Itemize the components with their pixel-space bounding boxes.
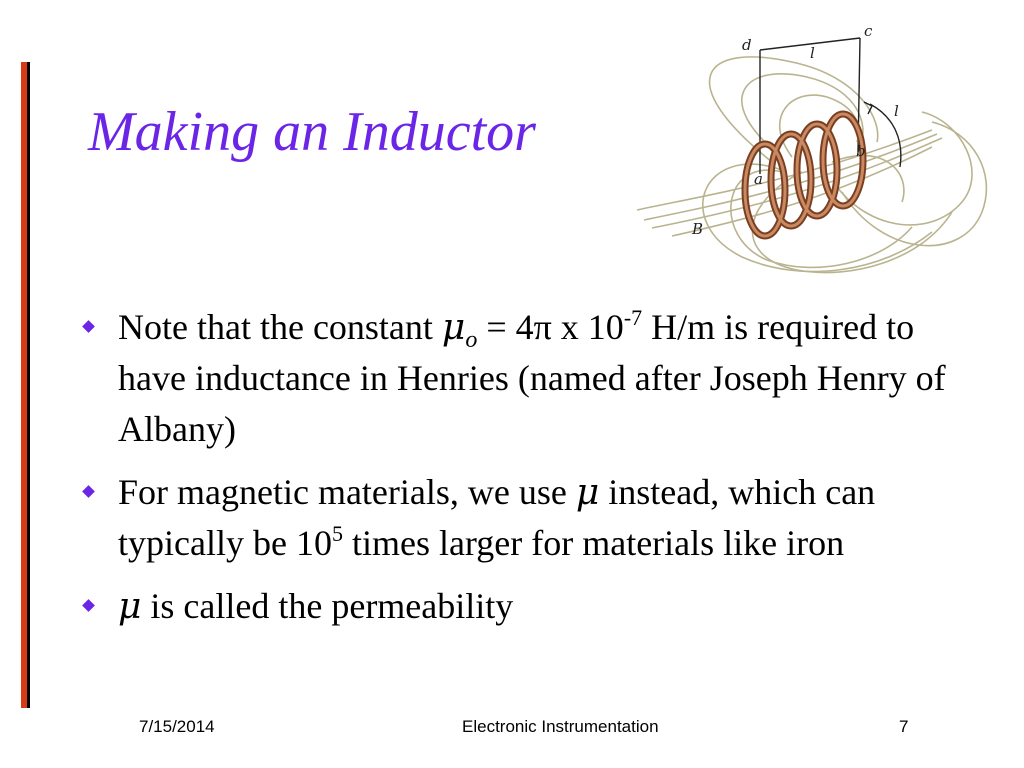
- accent-bar-black: [27, 62, 30, 708]
- bullet-text: H/m is required to have inductance in Henries (named after Joseph Henry of Albany): [118, 307, 946, 449]
- bullet-text: times larger for materials like iron: [342, 523, 845, 563]
- bullet-item: [84, 581, 984, 632]
- bullet-item: [84, 302, 984, 455]
- bullet-text: = 4π x 10: [477, 307, 624, 347]
- label-l-top: l: [810, 44, 815, 62]
- mu-symbol: μ: [575, 472, 600, 513]
- label-a: a: [754, 170, 763, 188]
- bullet-text: Note that the constant: [118, 307, 442, 347]
- label-B: B: [692, 220, 704, 238]
- footer-title: Electronic Instrumentation: [462, 717, 659, 736]
- bullet-list: [84, 302, 984, 644]
- label-b: b: [856, 142, 866, 160]
- diamond-bullet-icon: [82, 320, 95, 333]
- label-c: c: [864, 22, 873, 40]
- superscript: 5: [331, 521, 343, 546]
- page-number: 7: [899, 717, 909, 736]
- bullet-text: instead, which can typically be 10: [118, 472, 876, 563]
- subscript: o: [465, 327, 478, 353]
- slide-title: Making an Inductor: [88, 101, 536, 163]
- diamond-bullet-icon: [82, 485, 95, 498]
- bullet-item: [84, 467, 984, 569]
- mu-symbol: μ: [441, 307, 466, 348]
- superscript: -7: [623, 305, 643, 330]
- bullet-text: For magnetic materials, we use: [118, 472, 576, 512]
- label-d: d: [742, 36, 752, 54]
- inductor-diagram: [632, 22, 992, 292]
- footer-date: 7/15/2014: [139, 717, 215, 736]
- mu-symbol: μ: [118, 586, 142, 627]
- diamond-bullet-icon: [82, 599, 95, 612]
- bullet-text: is called the permeability: [141, 586, 514, 626]
- label-l-right: l: [894, 102, 899, 120]
- accent-bar: [21, 62, 31, 708]
